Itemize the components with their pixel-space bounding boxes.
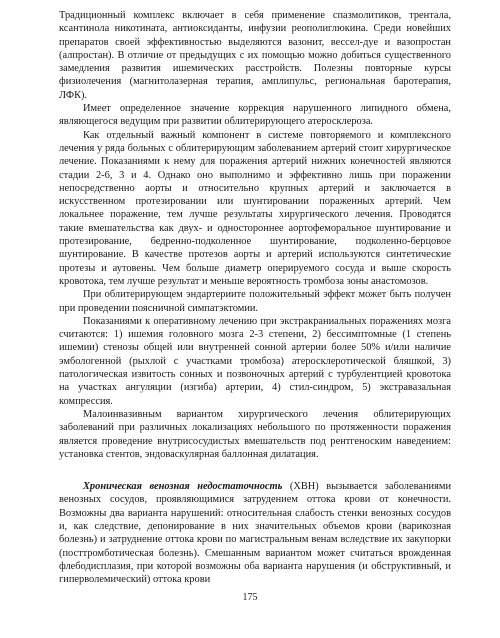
paragraph-extracranial-indications: Показаниями к оперативному лечению при экстракраниальных поражениях мозга считаются: 1) ишемия головного мозга 2-3 степени, 2) бессимптомные (1 степень ишемии) стенозы общей или внутренней сонной артерии более 50% и/или наличие эмбологенной (рыхлой с участками тромбоза) атеросклеротической бляшкой, 3) патологическая извитость сонных и позвоночных артерий с турбулентцией кровотока на участках ангуляции (изгиба) артерии, 4) стил-синдром, 5) экстравазальная компрессия. (59, 315, 451, 407)
term-chronic-venous-insufficiency: Хроническая венозная недостаточность (83, 481, 283, 493)
paragraph-treatment-complex: Традиционный комплекс включает в себя применение спазмолитиков, трентала, ксантинола никотината, антиоксиданты, инфузии реополиглюкина. Среди новейших препаратов своей эффективностью выделяются вазонит, вессел-дуе и вазопростан (алпростан). В отличие от предыдущих с их помощью можно добиться существенного замедления развития ишемических расстройств. Полезны повторные курсы физиолечения (магнитолазерная терапия, амплипульс, региональная баротерапия, ЛФК). (59, 10, 451, 101)
paragraph-endarteritis: При облитерирующем эндартериите положительный эффект может быть получен при проведении поясничной симпатэктомии. (59, 289, 451, 314)
paragraph-surgical-treatment: Как отдельный важный компонент в системе повторяемого и комплексного лечения у ряда больных с облитерирующим заболеванием артерий стоит хирургическое лечение. Показаниями к нему для поражения артерий нижних конечностей являются стадии 2-6, 3 и 4. Однако оно выполнимо и эффективно лишь при поражении непосредственно аорты и относительно крупных артерий и заключается в искусственном протезировании или шунтировании пораженных артерий. Чем локальнее поражение, тем лучше результаты хирургического лечения. Проводятся такие вмешательства как двух- и одностороннее аортофеморальное шунтирование и протезирование, бедренно-подколенное шунтирование, подколенно-берцовое шунтирование. В качестве протезов аорты и артерий используются синтетические протезы и аутовены. Чем больше диаметр оперируемого сосуда и выше скорость кровотока, тем лучше результат и меньше вероятность тромбоза зоны анастомозов. (59, 129, 451, 287)
paragraph-minimally-invasive: Малоинвазивным вариантом хирургического лечения облитерирующих заболеваний при различных локализациях небольшого по протяженности поражения является проведение внутрисосудистых вмешательств под рентгеноским наведением: установка стентов, эндоваскулярная баллонная дилатация. (59, 408, 451, 460)
page-body-text (59, 9, 451, 586)
definition-text: (ХВН) вызывается заболеваниями венозных сосудов, проявляющимися затрудением оттока крови от конечности. Возможны два варианта нарушений: относительная слабость стенки венозных сосудов и, как следствие, депонирование в них значительных объемов крови (варикозная болезнь) и затруднение оттока крови по магистральным венам вследствие их закупорки (посттромботическая болезнь). Смешанным вариантом может считаться врожденная флебодисплазия, при которой возможны оба варианта нарушения (и обструктивный, и гиперволемический) оттока крови (59, 481, 452, 586)
page-number: 175 (242, 592, 258, 603)
paragraph-lipid-correction: Имеет определенное значение коррекция нарушенного липидного обмена, являющегося ведущим при развитии облитерирующего атеросклероза. (59, 103, 451, 128)
paragraph-chronic-venous-insufficiency (59, 480, 451, 586)
